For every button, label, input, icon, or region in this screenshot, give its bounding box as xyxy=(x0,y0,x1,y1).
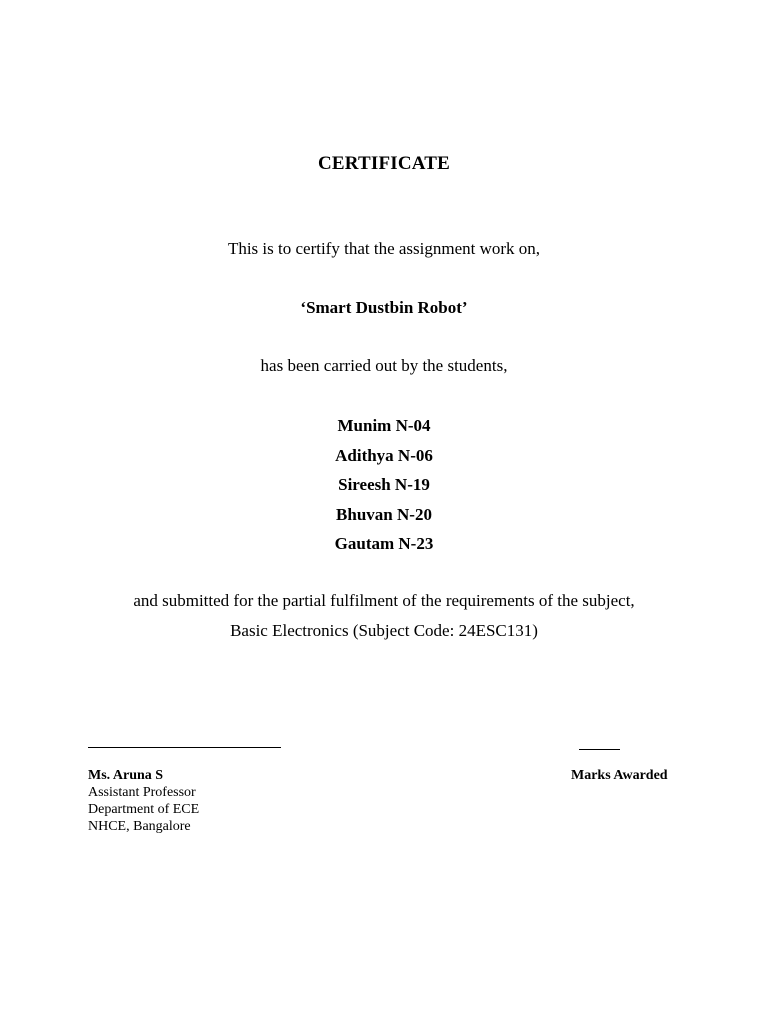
project-title: ‘Smart Dustbin Robot’ xyxy=(300,298,468,317)
marks-line xyxy=(579,749,620,750)
signatory-designation: Assistant Professor xyxy=(88,785,196,800)
student-name: Munim N-04 xyxy=(337,416,431,435)
subject-line: Basic Electronics (Subject Code: 24ESC131) xyxy=(230,621,538,640)
signatory-name: Ms. Aruna S xyxy=(88,768,164,783)
submission-statement: and submitted for the partial fulfilment of the requirements of the subject, xyxy=(133,591,635,610)
marks-awarded-label: Marks Awarded xyxy=(571,768,668,783)
student-name: Adithya N-06 xyxy=(335,445,433,465)
student-name: Sireesh N-19 xyxy=(338,475,430,494)
signature-line xyxy=(88,747,281,748)
signatory-block xyxy=(88,767,199,835)
signatory-department: Department of ECE xyxy=(88,802,200,817)
certification-statement: This is to certify that the assignment work on, xyxy=(227,239,541,258)
student-name: Bhuvan N-20 xyxy=(336,504,432,524)
carried-out-statement: has been carried out by the students, xyxy=(260,356,508,375)
certificate-title: CERTIFICATE xyxy=(317,153,451,174)
signatory-institution: NHCE, Bangalore xyxy=(88,819,191,834)
student-list xyxy=(0,415,768,563)
student-name: Gautam N-23 xyxy=(334,534,434,553)
